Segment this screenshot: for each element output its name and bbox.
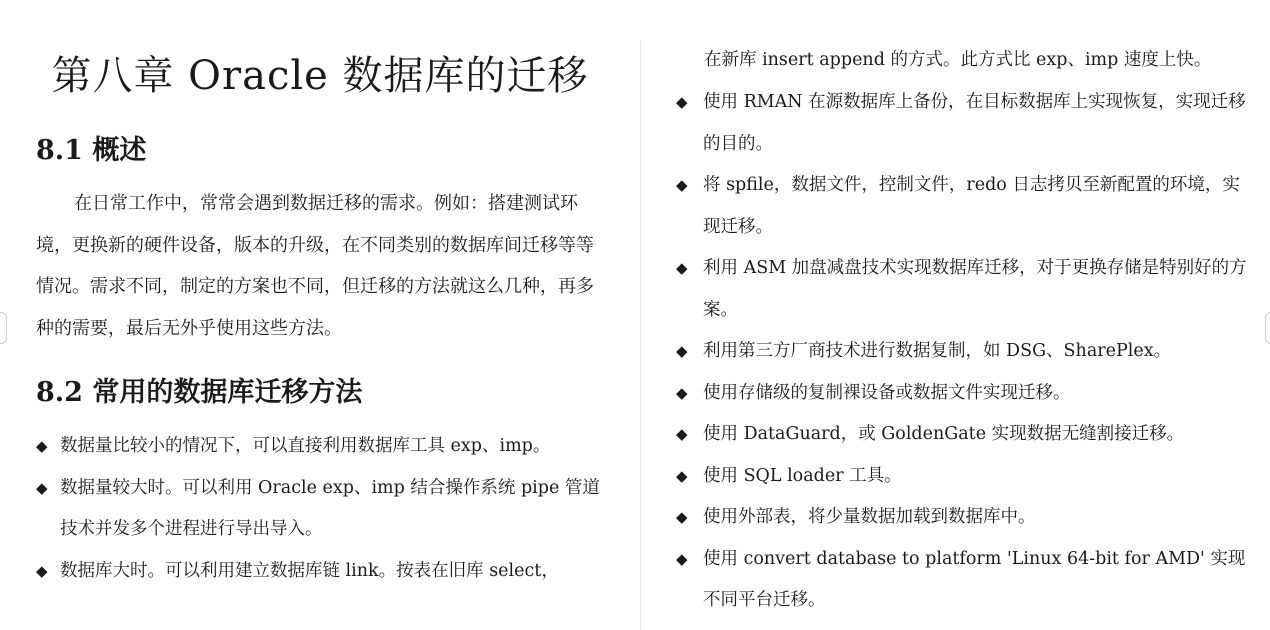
left-bullet-list: [36, 426, 608, 592]
diamond-bullet-icon: ◆: [36, 561, 48, 580]
list-item: ◆ 数据量较大时。可以利用 Oracle exp、imp 结合操作系统 pipe 管道技术并发多个进程进行导出导入。: [36, 468, 608, 551]
section-heading-overview: 8.1 概述: [36, 135, 147, 166]
overview-paragraph: 在日常工作中，常常会遇到数据迁移的需求。例如：搭建测试环境，更换新的硬件设备，版本的升级，在不同类别的数据库间迁移等等情况。需求不同，制定的方案也不同，但迁移的方法就这么几种，再多种的需要，最后无外乎使用这些方法。: [36, 193, 594, 339]
page-divider: [640, 40, 641, 630]
list-item: ◆ 使用 convert database to platform 'Linux 64-bit for AMD' 实现不同平台迁移。: [676, 539, 1248, 622]
list-item: ◆ 将 spfile，数据文件，控制文件，redo 日志拷贝至新配置的环境，实现迁移。: [676, 165, 1248, 248]
list-item: ◆ 数据库大时。可以利用建立数据库链 link。按表在旧库 select，: [36, 551, 608, 593]
list-item: ◆ 使用 SQL loader 工具。: [676, 456, 1248, 498]
diamond-bullet-icon: ◆: [676, 508, 688, 526]
list-item: ◆ 使用 RMAN 在源数据库上备份，在目标数据库上实现恢复，实现迁移的目的。: [676, 82, 1248, 165]
chapter-title: 第八章 Oracle 数据库的迁移: [51, 53, 589, 99]
continued-text: 在新库 insert append 的方式。此方式比 exp、imp 速度上快。: [704, 50, 1212, 70]
right-bullet-list: [676, 82, 1248, 622]
previous-page-handle[interactable]: [0, 312, 7, 344]
next-page-handle[interactable]: [1265, 312, 1270, 344]
diamond-bullet-icon: ◆: [676, 342, 688, 360]
list-item: ◆ 数据量比较小的情况下，可以直接利用数据库工具 exp、imp。: [36, 426, 608, 468]
diamond-bullet-icon: ◆: [676, 549, 688, 568]
diamond-bullet-icon: ◆: [36, 478, 48, 497]
list-item: ◆ 利用 ASM 加盘减盘技术实现数据库迁移，对于更换存储是特别好的方案。: [676, 248, 1248, 331]
list-item: ◆ 利用第三方厂商技术进行数据复制，如 DSG、SharePlex。: [676, 331, 1248, 373]
list-item: ◆ 使用 DataGuard，或 GoldenGate 实现数据无缝割接迁移。: [676, 414, 1248, 456]
diamond-bullet-icon: ◆: [36, 437, 48, 455]
diamond-bullet-icon: ◆: [676, 259, 688, 277]
list-item: ◆ 使用外部表，将少量数据加载到数据库中。: [676, 497, 1248, 539]
left-page: [0, 0, 620, 630]
list-item: ◆ 使用存储级的复制裸设备或数据文件实现迁移。: [676, 373, 1248, 415]
diamond-bullet-icon: ◆: [676, 383, 688, 402]
diamond-bullet-icon: ◆: [676, 466, 688, 485]
diamond-bullet-icon: ◆: [676, 176, 688, 194]
section-heading-methods: 8.2 常用的数据库迁移方法: [36, 377, 363, 408]
diamond-bullet-icon: ◆: [676, 425, 688, 443]
diamond-bullet-icon: ◆: [676, 93, 688, 111]
